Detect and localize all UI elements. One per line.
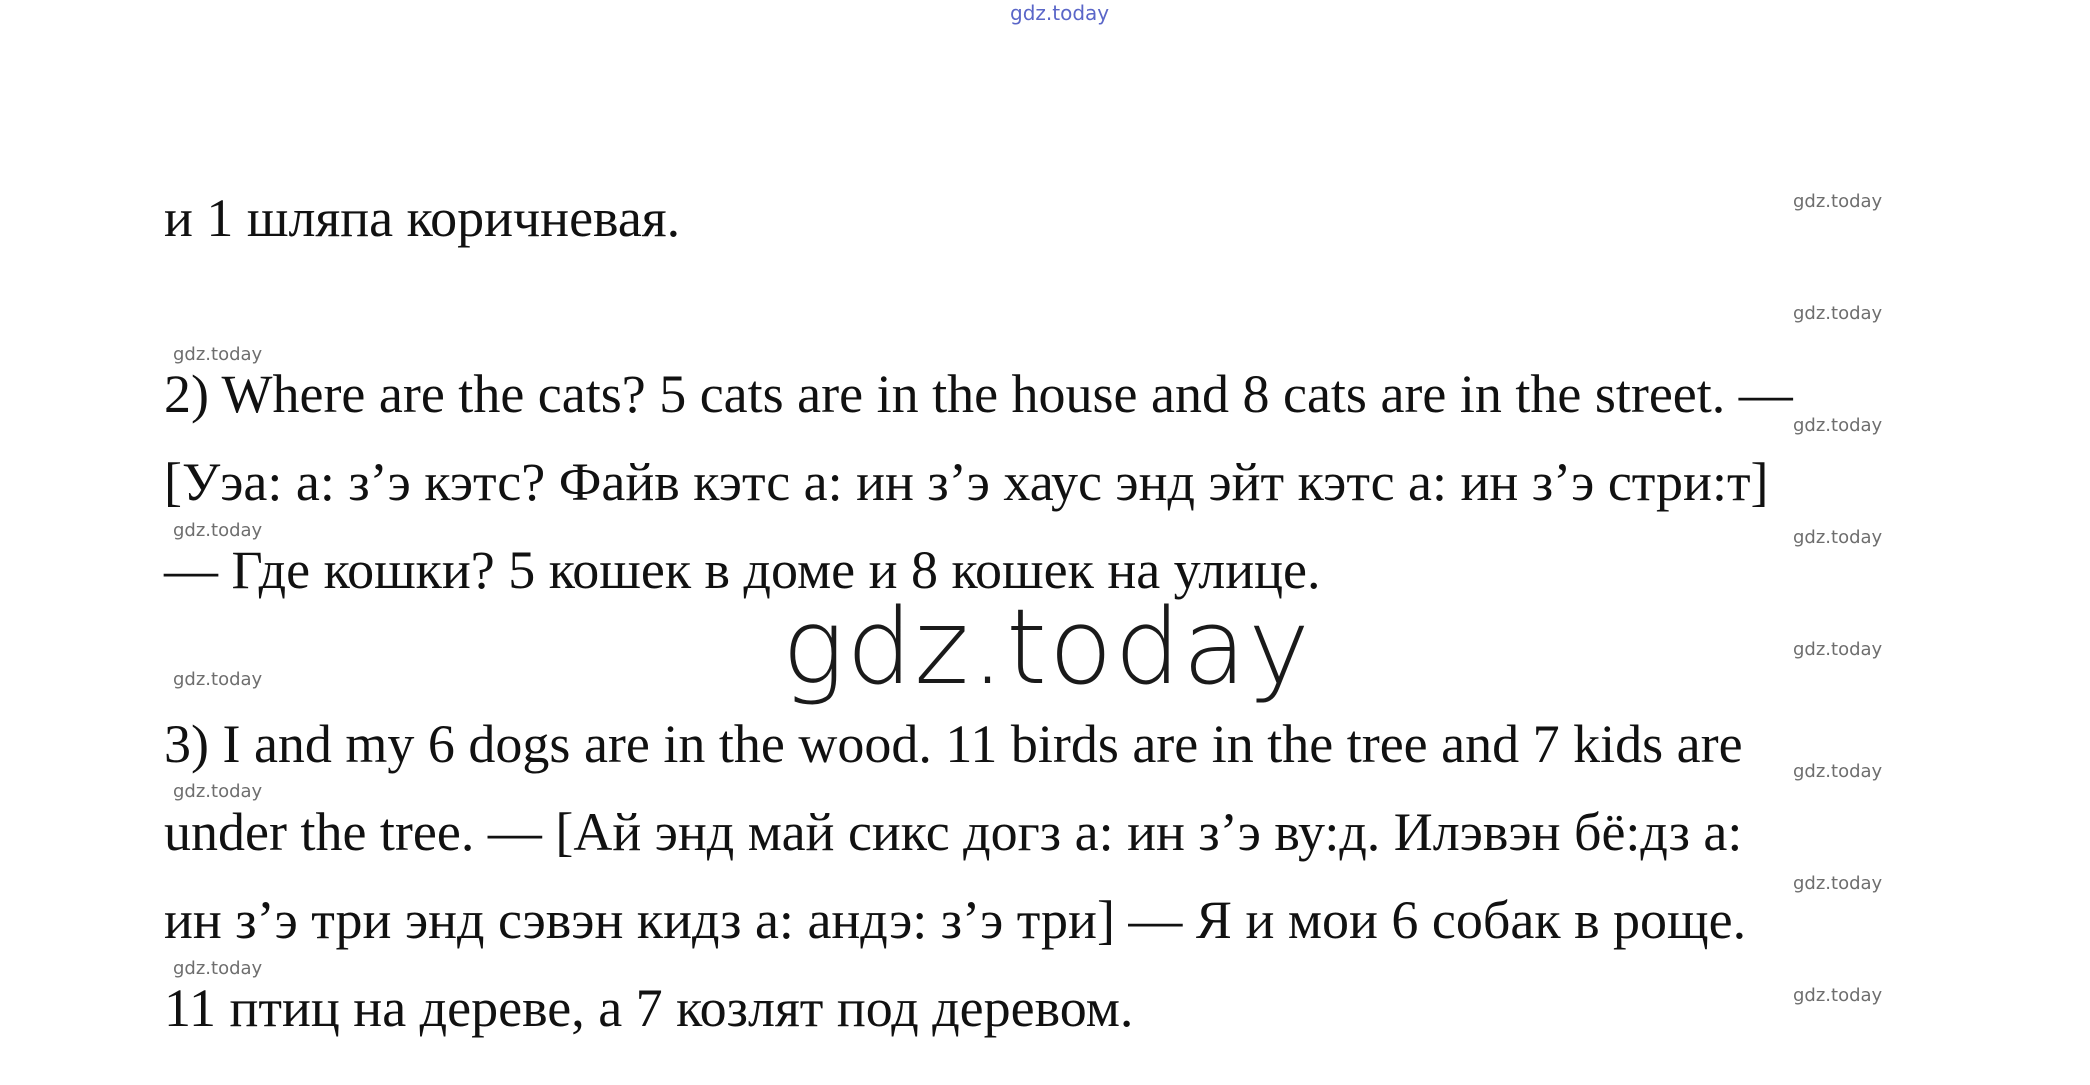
watermark-right-2: gdz.today xyxy=(1793,303,1883,324)
watermark-right-8: gdz.today xyxy=(1793,985,1883,1006)
text-line-3: [Уэа: а: з’э кэтс? Файв кэтс а: ин з’э хаус энд эйт кэтс а: ин з’э стри:т] xyxy=(164,452,1769,512)
text-line-6: under the tree. — [Ай энд май сикс догз а: ин з’э ву:д. Илэвэн бё:дз а: xyxy=(164,802,1743,862)
watermark-right-1: gdz.today xyxy=(1793,191,1883,212)
text-line-4: — Где кошки? 5 кошек в доме и 8 кошек на улице. xyxy=(164,540,1321,600)
watermark-right-4: gdz.today xyxy=(1793,527,1883,548)
watermark-center: gdz.today xyxy=(782,586,1312,708)
watermark-right-3: gdz.today xyxy=(1793,415,1883,436)
text-line-7: ин з’э три энд сэвэн кидз а: андэ: з’э три] — Я и мои 6 собак в роще. xyxy=(164,890,1747,950)
watermark-right-7: gdz.today xyxy=(1793,873,1883,894)
watermark-right-6: gdz.today xyxy=(1793,761,1883,782)
watermark-left-4: gdz.today xyxy=(173,781,263,802)
text-line-2: 2) Where are the cats? 5 cats are in the house and 8 cats are in the street. — xyxy=(164,364,1793,424)
watermark-left-3: gdz.today xyxy=(173,669,263,690)
watermark-right-5: gdz.today xyxy=(1793,639,1883,660)
watermark-top: gdz.today xyxy=(1010,1,1110,25)
text-line-1: и 1 шляпа коричневая. xyxy=(164,188,681,248)
text-line-5: 3) I and my 6 dogs are in the wood. 11 birds are in the tree and 7 kids are xyxy=(164,714,1743,774)
watermark-left-2: gdz.today xyxy=(173,520,263,541)
text-line-8: 11 птиц на дереве, а 7 козлят под деревом. xyxy=(164,978,1134,1038)
watermark-left-5: gdz.today xyxy=(173,958,263,979)
watermark-left-1: gdz.today xyxy=(173,344,263,365)
